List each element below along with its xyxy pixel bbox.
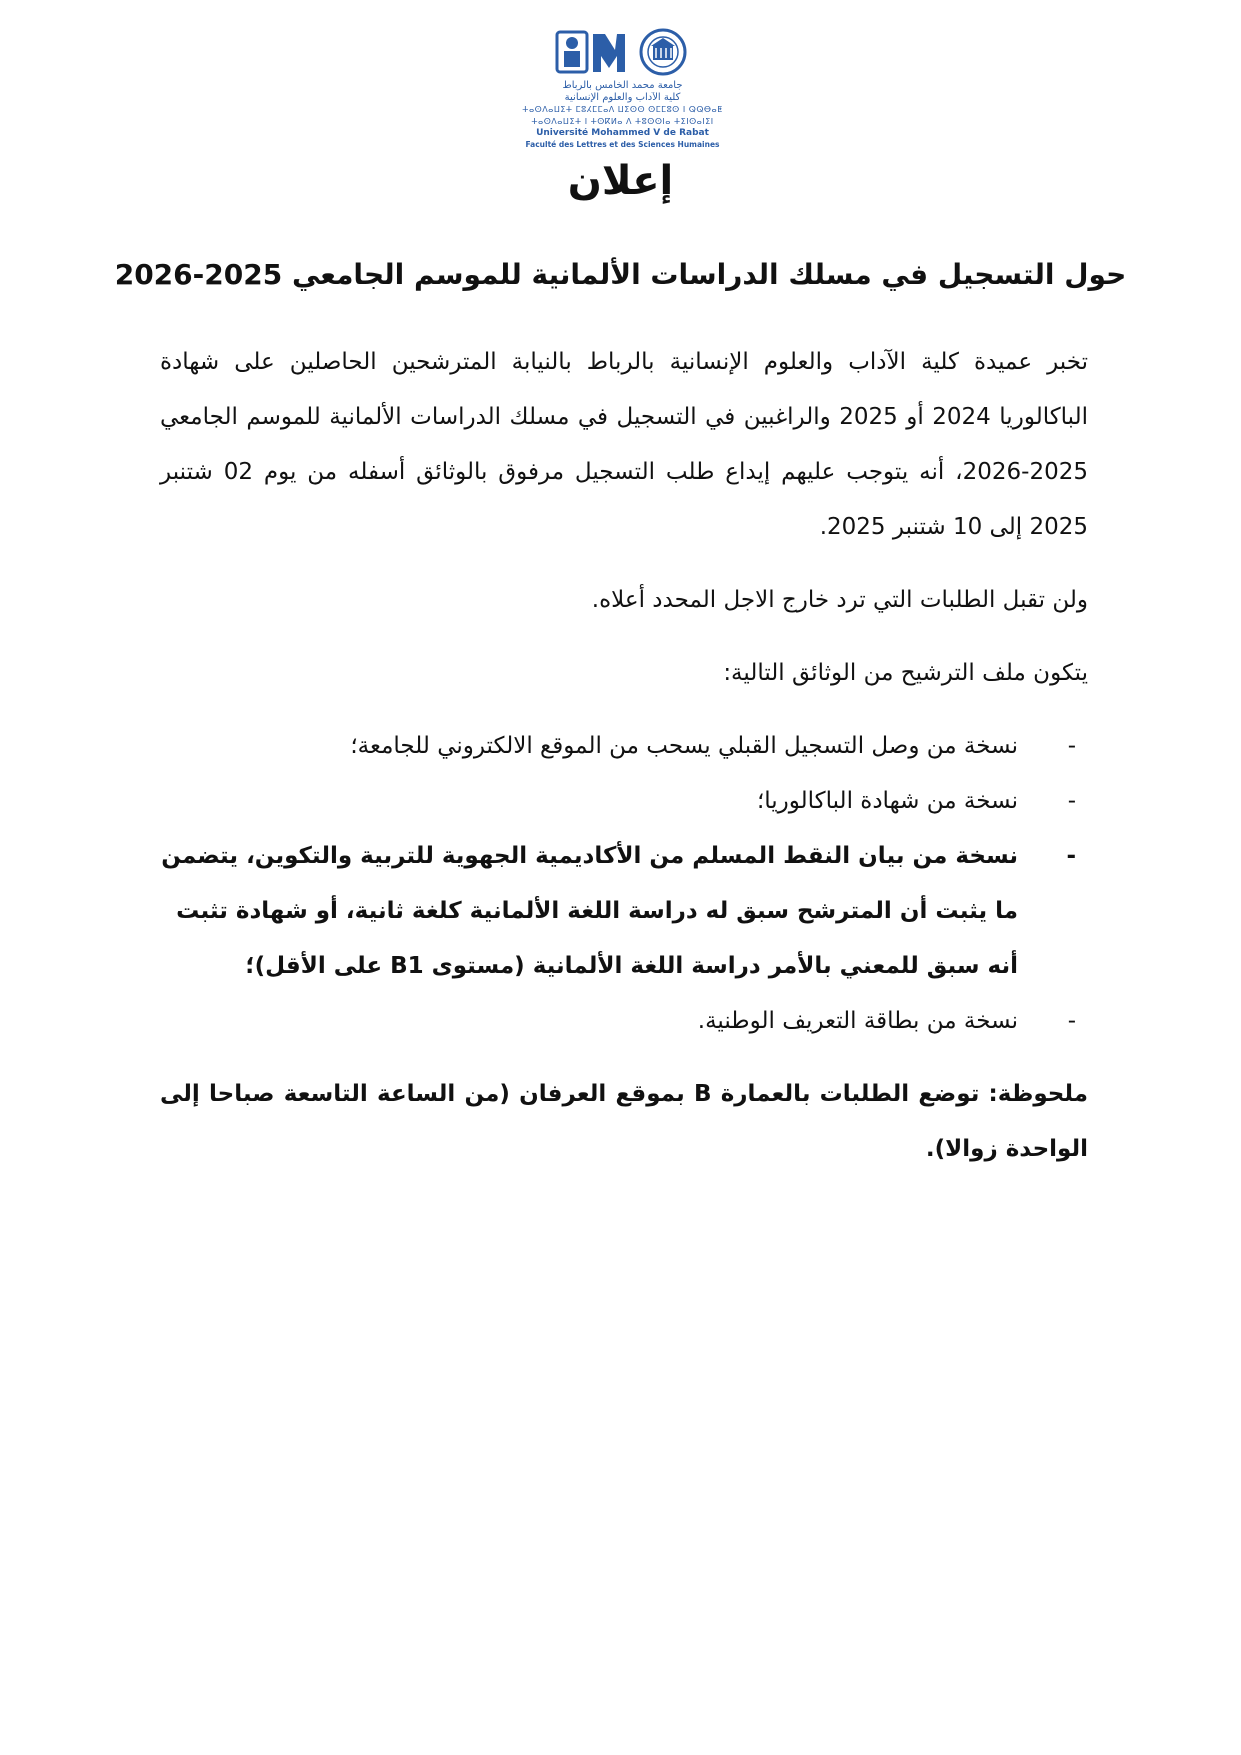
deadline-note: ولن تقبل الطلبات التي ترد خارج الاجل المحدد أعلاه. bbox=[591, 587, 1088, 613]
document-item-text: نسخة من وصل التسجيل القبلي يسحب من الموقع الالكتروني للجامعة؛ bbox=[350, 733, 1018, 759]
university-logo bbox=[515, 28, 730, 149]
page-title: إعلان bbox=[567, 158, 674, 204]
logo-faculty-ar: كلية الآداب والعلوم الإنسانية bbox=[564, 92, 681, 103]
documents-intro: يتكون ملف الترشيح من الوثائق التالية: bbox=[723, 660, 1088, 686]
logo-faculty-fr: Faculté des Lettres et des Sciences Humaines bbox=[525, 140, 720, 149]
documents-list bbox=[160, 719, 1088, 1049]
logo-university-fr: Université Mohammed V de Rabat bbox=[536, 128, 709, 138]
list-item bbox=[160, 774, 1088, 829]
list-item bbox=[160, 829, 1088, 994]
list-item bbox=[160, 719, 1088, 774]
document-item-text: نسخة من شهادة الباكالوريا؛ bbox=[756, 788, 1018, 814]
document-item-text: نسخة من بيان النقط المسلم من الأكاديمية الجهوية للتربية والتكوين، يتضمن ما يثبت أن المترشح سبق له دراسة اللغة الألمانية كلغة ثانية، أو شهادة تثبت أنه سبق للمعني بالأمر دراسة اللغة الألمانية (مستوى B1 على الأقل)؛ bbox=[161, 843, 1018, 979]
bullet-dash: - bbox=[1067, 1008, 1076, 1034]
list-item bbox=[160, 994, 1088, 1049]
bullet-dash: - bbox=[1066, 843, 1076, 869]
announcement-body bbox=[160, 335, 1088, 1177]
logo-emblem-icon bbox=[555, 28, 690, 78]
logo-faculty-tifinagh: ⵜⴰⵙⴷⴰⵡⵉⵜ ⵏ ⵜⵙⴽⵍⴰ ⴷ ⵜⵓⵙⵙⵏⴰ ⵜⵉⵏⵙⴰⵏⵉⵏ bbox=[531, 117, 714, 126]
note-paragraph: ملحوظة: توضع الطلبات بالعمارة B بموقع العرفان (من الساعة التاسعة صباحا إلى الواحدة زوالا). bbox=[160, 1081, 1088, 1162]
bullet-dash: - bbox=[1067, 733, 1076, 759]
page-subtitle: حول التسجيل في مسلك الدراسات الألمانية للموسم الجامعي 2025-2026 bbox=[114, 258, 1127, 291]
logo-university-ar: جامعة محمد الخامس بالرباط bbox=[562, 80, 683, 91]
logo-university-tifinagh: ⵜⴰⵙⴷⴰⵡⵉⵜ ⵎⵓⵃⵎⵎⴰⴷ ⵡⵉⵙⵙ ⵙⵎⵎⵓⵙ ⵏ ⵕⵕⴱⴰⵟ bbox=[522, 105, 723, 114]
bullet-dash: - bbox=[1067, 788, 1076, 814]
document-item-text: نسخة من بطاقة التعريف الوطنية. bbox=[697, 1008, 1018, 1034]
intro-paragraph: تخبر عميدة كلية الآداب والعلوم الإنسانية بالرباط بالنيابة المترشحين الحاصلين على شهادة الباكالوريا 2024 أو 2025 والراغبين في التسجيل في مسلك الدراسات الألمانية للموسم الجامعي 2025-2026، أنه يتوجب عليهم إيداع طلب التسجيل مرفوق بالوثائق أسفله من يوم 02 شتنبر 2025 إلى 10 شتنبر 2025. bbox=[160, 349, 1089, 540]
